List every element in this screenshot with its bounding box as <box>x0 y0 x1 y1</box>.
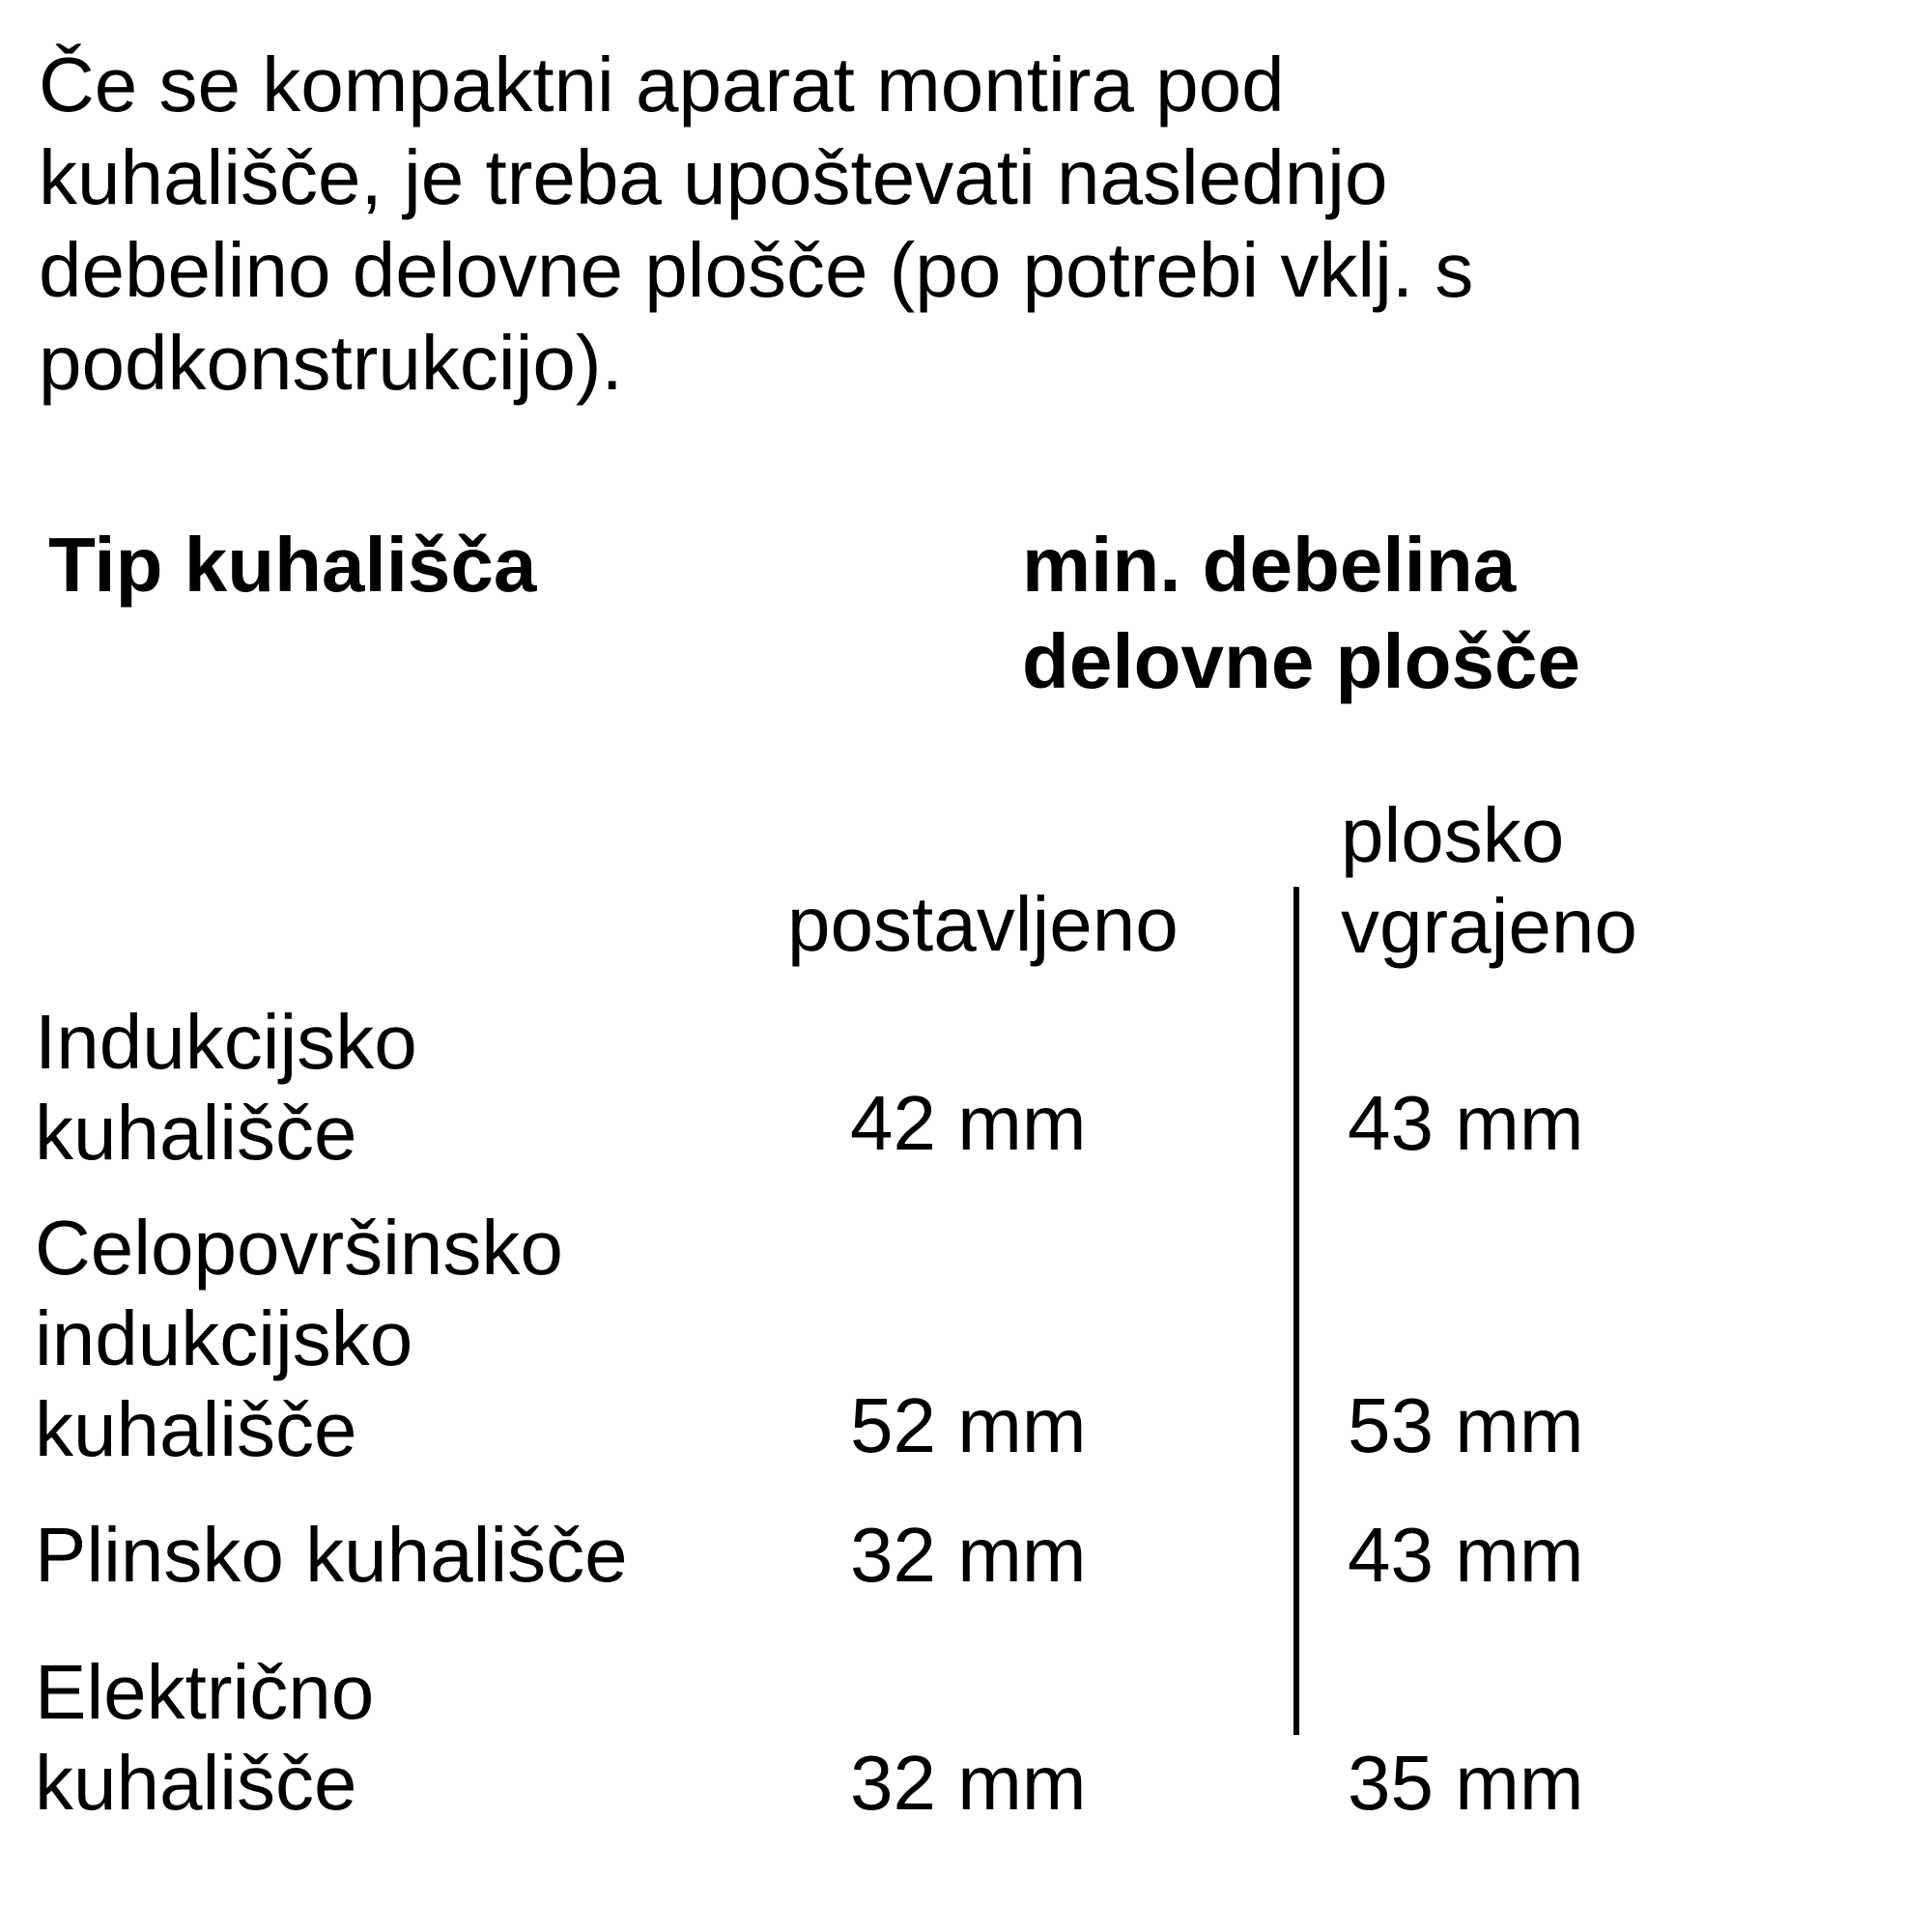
value-postavljeno-elektricno: 32 mm <box>850 1740 1087 1826</box>
row-label-elektricno: Električno kuhališče <box>35 1649 375 1826</box>
subheader-plosko-vgrajeno: plosko vgrajeno <box>1341 792 1637 969</box>
column-header-cooktop-type: Tip kuhališča <box>48 522 537 608</box>
value-plosko-plinsko: 43 mm <box>1348 1512 1584 1598</box>
subheader-postavljeno: postavljeno <box>787 881 1179 967</box>
column-header-min-thickness: min. debelina delovne plošče <box>1022 522 1580 704</box>
value-plosko-elektricno: 35 mm <box>1348 1740 1584 1826</box>
value-plosko-indukcijsko: 43 mm <box>1348 1080 1584 1166</box>
row-label-indukcijsko: Indukcijsko kuhališče <box>35 999 417 1176</box>
value-postavljeno-celopovrsinsko: 52 mm <box>850 1382 1087 1468</box>
column-divider <box>1293 887 1299 1735</box>
row-label-plinsko: Plinsko kuhališče <box>35 1512 628 1598</box>
value-postavljeno-indukcijsko: 42 mm <box>850 1080 1087 1166</box>
intro-paragraph: Če se kompaktni aparat montira pod kuhališče, je treba upoštevati naslednjo debelino delovne plošče (po potrebi vklj. s podkonstrukcijo). <box>39 42 1474 406</box>
value-postavljeno-plinsko: 32 mm <box>850 1512 1087 1598</box>
row-label-celopovrsinsko: Celopovršinsko indukcijsko kuhališče <box>35 1205 563 1472</box>
value-plosko-celopovrsinsko: 53 mm <box>1348 1382 1584 1468</box>
